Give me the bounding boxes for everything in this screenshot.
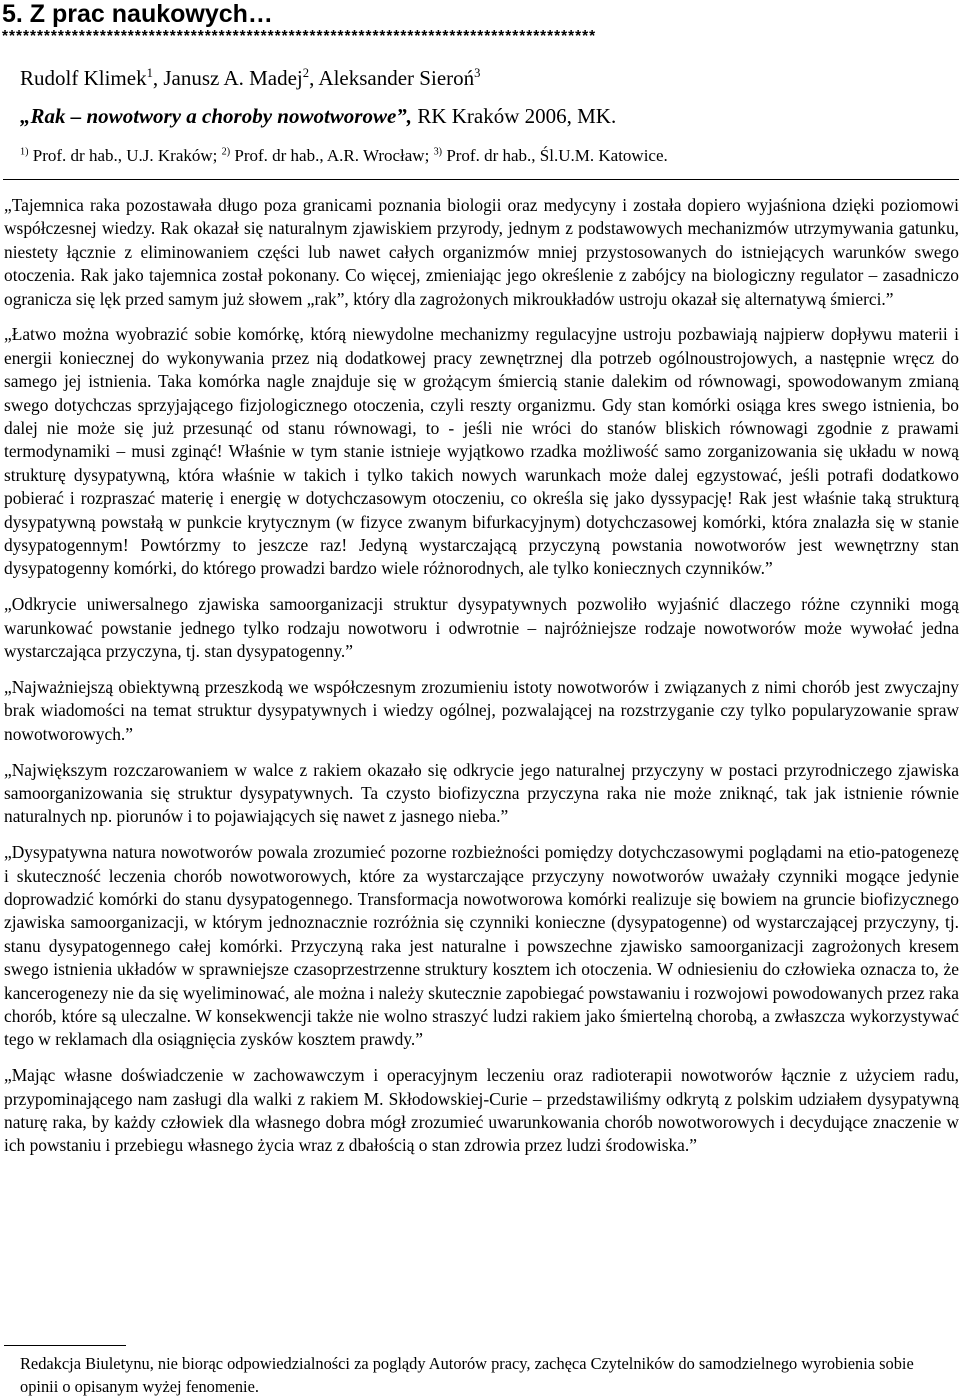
- editorial-note: Redakcja Biuletynu, nie biorąc odpowiedzialności za poglądy Autorów pracy, zachęca Czytelników do samodzielnego wyrobienia sobie opinii o opisanym wyżej fenomenie.: [20, 1354, 914, 1396]
- author-separator: ,: [152, 66, 164, 90]
- quote-paragraph: „Odkrycie uniwersalnego zjawiska samoorganizacji struktur dysypatywnych pozwoliło wyjaśnić dlaczego różne czynniki mogą warunkować powstanie jednego tylko rodzaju nowotworu i odwrotnie – najróżniejsze rodzaje nowotworów może wywołać jedna wystarczająca przyczyna, tj. stan dysypatogenny.”: [4, 594, 959, 662]
- header-divider: [3, 179, 959, 180]
- book-reference: [20, 104, 616, 128]
- author-list: [20, 66, 480, 90]
- affiliation-mark: 2): [221, 146, 231, 158]
- star-separator: *************************************************************************************: [2, 29, 597, 45]
- quote-paragraph: „Tajemnica raka pozostawała długo poza granicami poznania biologii oraz medycyny i została dopiero wyjaśniona dzięki poziomowi współczesnej wiedzy. Rak okazał się naturalnym zjawiskiem przyrody, jednym z podstawowych mechanizmów utrzymywania gatunku, niestety łącznie z eliminowaniem części lub nawet całych organizmów mniej przystosowanych do istniejących warunków swego otoczenia. Rak jako tajemnica został pokonany. Co więcej, zmieniając jego określenie z zabójcy na biologiczny regulator – zasadniczo ogranicza się lęk przed samym już słowem „rak”, który dla zagrożonych mikroukładów ustroju okazał się alternatywą śmierci.”: [4, 195, 959, 309]
- book-publisher: RK Kraków 2006, MK.: [412, 104, 617, 128]
- affiliation-mark: 1): [20, 146, 29, 158]
- affiliation-mark: 3): [433, 146, 443, 158]
- quote-paragraph: „Dysypatywna natura nowotworów powala zrozumieć pozorne rozbieżności pomiędzy dotychczasowymi poglądami na etio-patogenezę i skuteczność leczenia chorób nowotworowych, które za wystarczające przyczyny nowotworów uważały czynniki mogące jedynie doprowadzić komórki do stanu dysypatogennego. Transformacja nowotworowa komórki realizuje się bowiem na gruncie biofizycznego zjawiska samoorganizacji, w którym jednoznacznie rozróżnia się czynniki konieczne (dysypatogenne) od wystarczającej przyczyny, tj. stanu dysypatogennego całej komórki. Przyczyną raka jest naturalne i powszechne zjawisko samoorganizacji zagrożonych kresem swego istnienia układów w sprawniejsze czasoprzestrzenne struktury kosztem ich otoczenia. W odniesieniu do człowieka oznacza to, że kancerogenezy nie da się wyeliminować, ale można i należy skutecznie zapobiegać powstawaniu i rozwojowi powodowanych przez raka chorób, które są uleczalne. W konsekwencji także nie wolno straszyć ludzi rakiem jako śmiertelną chorobą, a zwłaszcza wykorzystywać tego w reklamach dla osiągnięcia zysków kosztem prawdy.”: [4, 842, 959, 1050]
- affiliations: [20, 145, 668, 167]
- author-name: Janusz A. Madej: [163, 66, 303, 90]
- quote-paragraph: „Największym rozczarowaniem w walce z rakiem okazało się odkrycie jego naturalnej przyczyny w postaci przyrodniczego zjawiska samoorganizowania się struktur dysypatywnych. Ta czysto biofizyczna przyczyna raka nie może zniknąć, tak jak istnienie równie naturalnych np. piorunów i to pojawiających się nawet z jasnego nieba.”: [4, 759, 959, 827]
- quote-paragraph: „Najważniejszą obiektywną przeszkodą we współczesnym zrozumieniu istoty nowotworów i związanych z nimi chorób jest zwyczajny brak wiadomości na temat struktur dysypatywnych i wiedzy ogólnej, pozwalającej na rozstrzyganie czy tylko popularyzowanie spraw nowotworowych.”: [4, 676, 959, 744]
- quote-paragraph: „Łatwo można wyobrazić sobie komórkę, którą niewydolne mechanizmy regulacyjne ustroju pozbawiają najpierw dopływu materii i energii koniecznej do wykonywania przez nią dodatkowej pracy zewnętrznej dla potrzeb ogólnoustrojowych, a następnie wręcz do samego jej istnienia. Taka komórka nagle znajduje się w grożącym śmiercią stanie dalekim od równowagi, spowodowanym zmianą swego dotychczas sprzyjającego fizjologicznego otoczenia, czyli reszty organizmu. Gdy stan komórki osiąga kres swego istnienia, bo dalej nie może się już przesunąć od stanu równowagi, to - jeśli nie wróci do stanów bliskich równowagi zgodnie z prawami termodynamiki – musi zginąć! Właśnie w tym stanie istnieje wyjątkowo rzadka możliwość samo zorganizowania się układu w nową strukturę dysypatywną, która właśnie w takich i tylko takich nowych warunkach może dalej egzystować, jeśli potrafi dodatkowo pobierać i rozpraszać materię i energię w dotychczasowym otoczeniu, co określa się jako dyssypację! Rak jest właśnie taką strukturą dysypatywną powstałą w punkcie krytycznym (w fizyce zwanym bifurkacyjnym) dotychczasowej komórki, która znalazła się w stanie dysypatogennym! Powtórzmy to jeszcze raz! Jedyną wystarczającą przyczyną powstania nowotworów jest wewnętrzny stan dysypatogenny komórki, do którego prowadzi bardzo wiele różnorodnych, ale tylko koniecznych czynników.”: [4, 324, 959, 579]
- author-separator: ,: [309, 66, 319, 90]
- section-title: 5. Z prac naukowych…: [2, 0, 273, 28]
- author-mark: 1: [146, 66, 153, 80]
- footnote-rule: [4, 1345, 126, 1346]
- author-mark: 3: [474, 66, 481, 80]
- quote-paragraph: „Mając własne doświadczenie w zachowawczym i operacyjnym leczeniu oraz radioterapii nowotworów łącznie z użyciem radu, przypominającego nam zasługi dla walki z rakiem M. Skłodowskiej-Curie – przedstawiliśmy odkrytą z polskim udziałem dysypatywną naturę raka, by każdy człowiek dla własnego dobra mógł zrozumieć uwarunkowania chorób nowotworowych i decydujące znaczenie w ich powstaniu i przebiegu własnego życia wraz z dbałością o stan zdrowia przez ludzi środowiska.”: [4, 1065, 959, 1156]
- affiliation-text: Prof. dr hab., U.J. Kraków;: [28, 146, 222, 165]
- book-title: „Rak – nowotwory a choroby nowotworowe”,: [20, 104, 413, 128]
- affiliation-text: Prof. dr hab., A.R. Wrocław;: [230, 146, 434, 165]
- author-name: Aleksander Sieroń: [318, 66, 475, 90]
- author-name: Rudolf Klimek: [20, 66, 147, 90]
- article-body: [4, 194, 959, 1170]
- affiliation-text: Prof. dr hab., Śl.U.M. Katowice.: [442, 146, 668, 165]
- author-mark: 2: [302, 66, 310, 80]
